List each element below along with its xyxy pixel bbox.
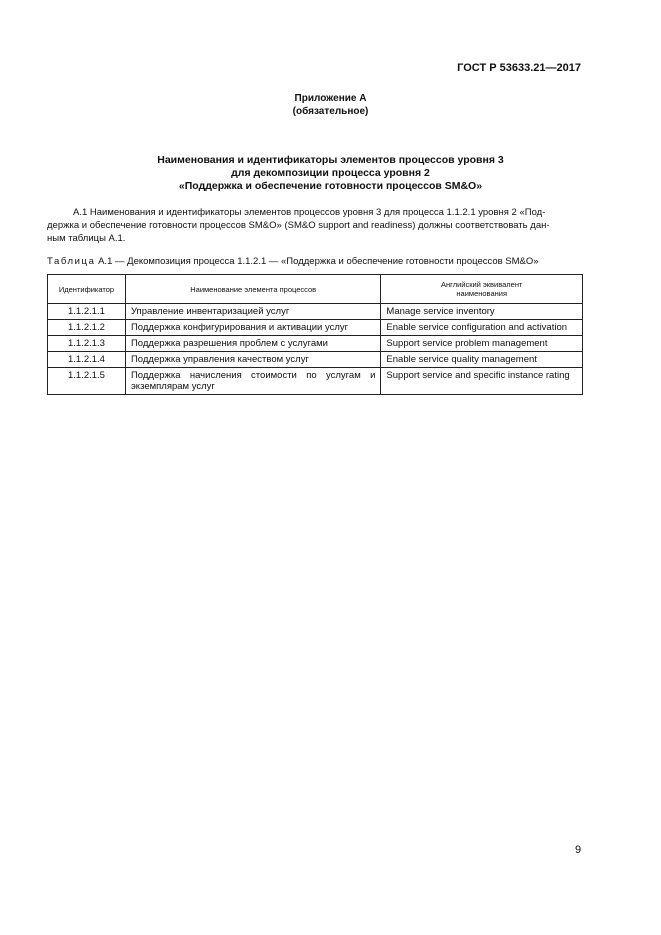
section-title bbox=[0, 154, 661, 193]
table-row bbox=[48, 352, 583, 368]
paragraph-line-2: держка и обеспечение готовности процессов SM&O» (SM&O support and readiness) должны соответствовать дан- bbox=[47, 220, 550, 231]
section-title-line-3: «Поддержка и обеспечение готовности процессов SM&O» bbox=[178, 180, 483, 192]
page-number: 9 bbox=[575, 844, 582, 856]
row-identifier: 1.1.2.1.2 bbox=[48, 320, 126, 336]
row-english: Enable service configuration and activation bbox=[381, 320, 583, 336]
table-row bbox=[48, 368, 583, 395]
section-title-line-2: для декомпозиции процесса уровня 2 bbox=[231, 167, 430, 179]
row-english: Support service problem management bbox=[381, 336, 583, 352]
header-identifier: Идентификатор bbox=[48, 275, 126, 304]
annex-status: (обязательное) bbox=[292, 106, 369, 117]
annex-heading bbox=[0, 92, 661, 118]
row-name: Поддержка разрешения проблем с услугами bbox=[125, 336, 380, 352]
intro-paragraph bbox=[47, 206, 582, 245]
row-identifier: 1.1.2.1.4 bbox=[48, 352, 126, 368]
header-english-equivalent: Английский эквивалент наименования bbox=[381, 275, 583, 304]
table-caption-label: Таблица bbox=[47, 256, 96, 267]
paragraph-line-1: А.1 Наименования и идентификаторы элементов процессов уровня 3 для процесса 1.1.2.1 уровня 2 «Под- bbox=[73, 207, 546, 218]
decomposition-table bbox=[47, 274, 583, 395]
row-english: Enable service quality management bbox=[381, 352, 583, 368]
paragraph-line-3: ным таблицы А.1. bbox=[47, 233, 126, 244]
row-name: Поддержка конфигурирования и активации услуг bbox=[125, 320, 380, 336]
section-title-line-1: Наименования и идентификаторы элементов процессов уровня 3 bbox=[157, 154, 504, 166]
row-name: Поддержка начисления стоимости по услугам и экземплярам услуг bbox=[125, 368, 380, 395]
table-caption-text: А.1 — Декомпозиция процесса 1.1.2.1 — «Поддержка и обеспечение готовности процессов SM&O» bbox=[95, 256, 539, 267]
table-caption bbox=[47, 256, 539, 267]
row-english: Manage service inventory bbox=[381, 304, 583, 320]
table-row bbox=[48, 304, 583, 320]
table-header-row bbox=[48, 275, 583, 304]
table-row bbox=[48, 336, 583, 352]
standard-header: ГОСТ Р 53633.21—2017 bbox=[457, 62, 581, 74]
row-identifier: 1.1.2.1.3 bbox=[48, 336, 126, 352]
row-english: Support service and specific instance rating bbox=[381, 368, 583, 395]
annex-title: Приложение А bbox=[294, 93, 367, 104]
row-identifier: 1.1.2.1.5 bbox=[48, 368, 126, 395]
row-name: Управление инвентаризацией услуг bbox=[125, 304, 380, 320]
row-name: Поддержка управления качеством услуг bbox=[125, 352, 380, 368]
row-identifier: 1.1.2.1.1 bbox=[48, 304, 126, 320]
table-row bbox=[48, 320, 583, 336]
header-element-name: Наименование элемента процессов bbox=[125, 275, 380, 304]
